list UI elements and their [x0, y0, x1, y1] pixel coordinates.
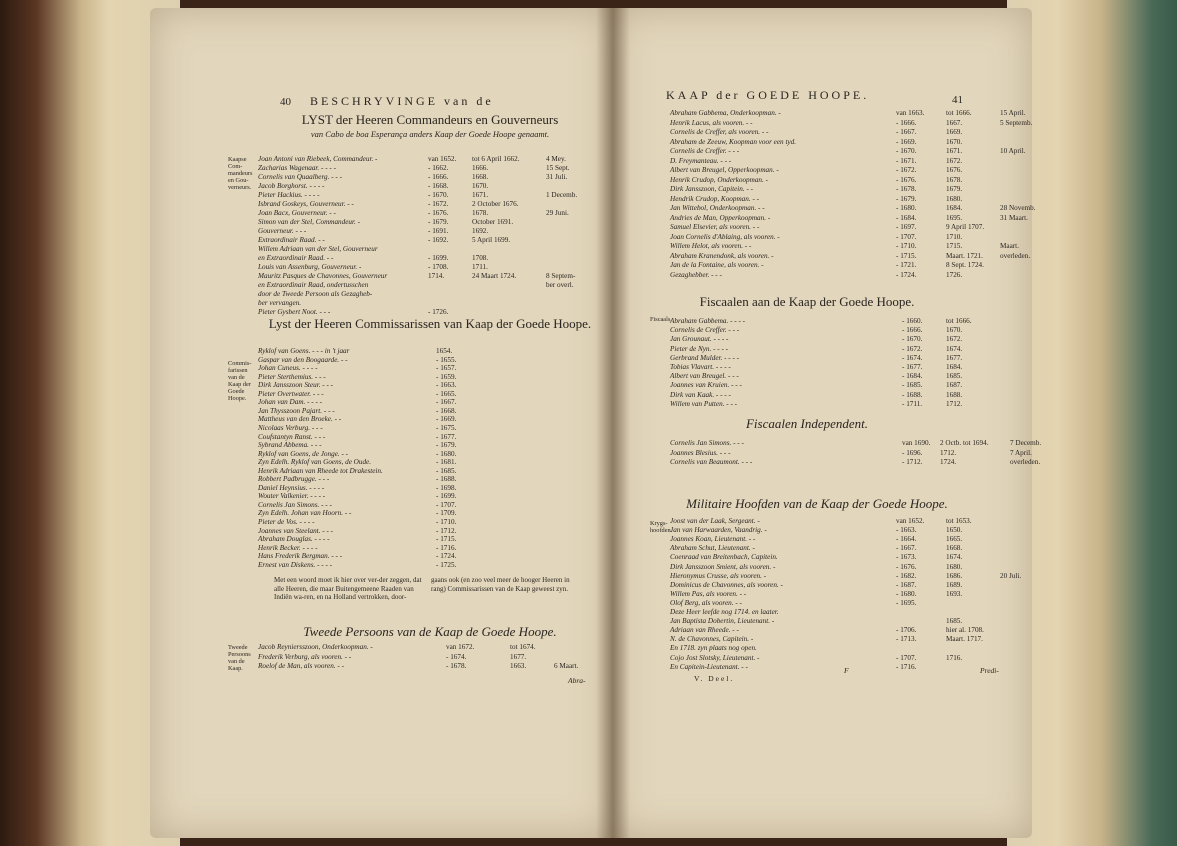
entry-date: 1670. [946, 137, 963, 146]
catchword-right: Predi- [980, 666, 999, 675]
entry-date: - 1677. [436, 432, 457, 441]
entry-date: - 1667. [436, 398, 457, 407]
entry-date: - 1716. [896, 662, 917, 671]
entry-name: Willem Pas, als vooren. - - [670, 589, 747, 598]
entry-name: Gaspar van den Boogaarde. - - [258, 355, 348, 364]
entry-name: Abraham Gabbema. - - - - [670, 317, 746, 325]
entry-name: Albert van Breugel. - - - [670, 372, 739, 381]
entry-date: 1677. [946, 353, 963, 362]
signature-volume: V. Deel. [694, 674, 735, 683]
entry-name: Henrik Becker. - - - - [258, 543, 318, 552]
entry-date: 1716. [946, 653, 963, 662]
entry-name: Dirk Jansszoon Smient, als vooren. - [670, 562, 776, 571]
entry-date: - 1707. [896, 653, 917, 662]
entry-date: - 1706. [896, 626, 917, 635]
entry-date: - 1676. [896, 175, 917, 184]
running-header-right: KAAP der GOEDE HOOPE. [666, 88, 870, 102]
entry-name: Abraham Schut, Lieutenant. - [670, 544, 755, 553]
entry-date: hier al. 1708. [946, 626, 984, 635]
entry-name: Jan Baptista Dobertin, Lieutenant. - [670, 617, 775, 626]
entry-date: - 1672. [896, 166, 917, 174]
entry-name: Joan Bacx, Gouverneur. - - [258, 209, 336, 217]
entry-date: 31 Juli. [546, 173, 568, 181]
entry-name: Hieronymus Crusse, als vooren. - [670, 571, 767, 580]
entry-date: - 1663. [436, 381, 457, 390]
entry-date: 1679. [946, 185, 963, 193]
entry-date: 1669. [946, 128, 963, 136]
entry-date: - 1716. [436, 543, 457, 552]
signature-mark: F [844, 666, 849, 675]
entry-date: - 1680. [896, 589, 917, 598]
entry-date: 1671. [472, 191, 489, 199]
entry-date: 1668. [472, 173, 489, 181]
entry-name: Gerbrand Mulder. - - - - [670, 353, 740, 362]
entry-name: Cornelis de Creffer, als vooren. - - [670, 128, 769, 136]
entry-date: - 1726. [428, 308, 449, 316]
entry-date: - 1674. [902, 353, 923, 362]
entry-name: En 1718. zyn plaats nog open. [670, 644, 757, 653]
entry-date: 1678. [472, 209, 489, 217]
entry-name: Frederik Verburg, als vooren. - - [258, 652, 352, 661]
book-edge-right [1007, 0, 1177, 846]
margin-note-krygshoofden: Krygs-hoofden. [650, 520, 673, 534]
entry-name: Abraham Douglas. - - - - [258, 535, 330, 544]
entry-name: Pieter Overtwater. - - - [258, 389, 324, 398]
entry-date: 1680. [946, 194, 963, 203]
entry-name: Willem Helot, als vooren. - - [670, 242, 752, 250]
entry-date: 9 April 1707. [946, 223, 985, 231]
entry-name: Willem van Putten. - - - [670, 399, 738, 408]
entry-name: Cornelis van Beaumont. - - - [670, 458, 753, 466]
entry-date: - 1675. [436, 423, 457, 432]
entry-date: 1686. [946, 571, 963, 580]
entry-name: door de Tweede Persoon als Gezagheb- [258, 290, 373, 298]
entry-date: - 1695. [896, 598, 917, 607]
entry-date: - 1662. [428, 164, 449, 172]
list-title-commandeurs: LYST der Heeren Commandeurs en Gouverneurs [301, 112, 559, 127]
entry-name: En Capitein-Lieutenant. - - [670, 662, 748, 671]
entry-name: Henrik Adriaan van Rheede tot Drakestein. [258, 466, 383, 475]
entry-date: 1674. [946, 553, 963, 562]
entry-name: Jan Wittebol, Onderkoopman. - - [670, 204, 765, 212]
entry-date: 4 Mey. [546, 155, 566, 163]
entry-date: - 1682. [896, 571, 917, 580]
entry-date: 2 Octb. tot 1694. [940, 439, 989, 447]
entry-name: Pieter de Vos. - - - - [258, 518, 315, 526]
margin-note-commandeurs: Kaapse Com-mandeurs en Gou-verneurs. [228, 156, 253, 191]
entry-name: Coufstantyn Ranst. - - - [258, 432, 326, 441]
entry-date: 1667. [946, 118, 963, 127]
entry-date: - 1709. [436, 509, 457, 518]
entry-date: - 1679. [436, 441, 457, 450]
entry-date: - 1676. [428, 209, 449, 217]
entry-name: Pieter Hackius. - - - - [258, 191, 320, 199]
entry-date: - 1666. [428, 173, 449, 181]
page-number-right: 41 [952, 94, 963, 106]
paragraph-right-column: gaans ook (en zoo veel meer de hooger Heeren in rang) Commissarissen van de Kaap geweest zyn. [431, 576, 570, 593]
entry-date: 1684. [946, 363, 963, 371]
entry-date: - 1680. [896, 204, 917, 212]
entry-date: - 1669. [436, 415, 457, 424]
entry-date: - 1713. [896, 635, 917, 644]
entry-name: Cornelis de Creffer. - - - [670, 147, 740, 155]
entry-date: Maart. [1000, 242, 1019, 250]
entry-name: Cornelis de Creffer. - - - [670, 326, 740, 335]
entry-name: Joannes van Steelant. - - - [258, 526, 334, 535]
entry-date: overleden. [1000, 251, 1031, 260]
entry-name: Samuel Elsevier, als vooren. - - [670, 223, 760, 231]
entry-name: Roelof de Man, als vooren. - - [258, 662, 344, 670]
entry-date: - 1679. [428, 218, 449, 226]
entry-date: - 1681. [436, 458, 457, 467]
page-number-left: 40 [280, 96, 291, 108]
entry-date: tot 1666. [946, 317, 972, 325]
entry-date: - 1669. [896, 137, 917, 146]
entry-date: - 1696. [902, 448, 923, 457]
entry-date: - 1678. [446, 662, 467, 670]
entry-name: Albert van Breugel, Opperkoopman. - [670, 166, 779, 174]
entry-name: Nicolaas Verburg. - - - [258, 423, 323, 432]
entry-name: Sybrand Abbema. - - - [258, 441, 322, 450]
entry-date: - 1715. [436, 535, 457, 544]
entry-date: - 1715. [896, 251, 917, 260]
margin-note-fiscaals: Fiscaals. [650, 316, 672, 323]
entry-name: Joan Antoni van Riebeek, Commandeur. - [258, 155, 378, 163]
entry-date: 1684. [946, 204, 963, 212]
entry-date: 1670. [946, 326, 963, 335]
entry-date: van 1652. [428, 155, 457, 163]
entry-date: - 1671. [896, 156, 917, 165]
entry-name: Abraham de Zeeuw, Koopman voor een tyd. [670, 137, 797, 146]
list-subtitle: van Cabo de boa Esperança anders Kaap der Goede Hoope genaamt. [310, 129, 550, 139]
entry-name: Dominicus de Chavonnes, als vooren. - [670, 580, 783, 589]
entry-date: 1670. [472, 182, 489, 190]
entry-date: 1712. [940, 448, 957, 457]
entry-date: 20 Juli. [1000, 571, 1022, 580]
entry-date: - 1664. [896, 535, 917, 544]
entry-name: Coenraad van Breitenbach, Capitein. [670, 553, 778, 562]
entry-name: Cornelis Jan Simons. - - - [670, 439, 744, 447]
entry-name: Ryklof van Goens. - - - in 't jaar [258, 347, 350, 355]
entry-name: Andries de Man, Opperkoopman. - [670, 213, 771, 222]
entry-date: 1672. [946, 156, 963, 165]
paragraph-left-column: Met een woord moet ik hier over ver-der zeggen, dat alle Heeren, die maar Buitengemeene Raaden van Indiën wa-ren, en na Holland vertrokken, door- [274, 576, 422, 601]
entry-date: - 1688. [436, 475, 457, 484]
entry-date: - 1655. [436, 355, 457, 364]
entry-date: - 1712. [436, 526, 457, 535]
entry-date: tot 1674. [510, 643, 536, 651]
entry-date: 1726. [946, 270, 963, 279]
entry-date: - 1724. [896, 270, 917, 279]
entry-name: Johan van Dam. - - - - [258, 398, 323, 407]
entry-name: Mauritz Pasques de Chavonnes, Gouverneur [258, 272, 388, 280]
entry-date: 6 Maart. [554, 662, 579, 670]
catchword-left: Abra- [568, 676, 586, 685]
margin-note-commissarissen: Commis-farissen van de Kaap der Goede Hoope. [228, 360, 252, 402]
list-title-fiscaalen-independent: Fiscaalen Independent. [745, 416, 868, 431]
entry-date: - 1670. [902, 335, 923, 344]
entry-date: 1712. [946, 399, 963, 408]
entry-date: - 1698. [436, 483, 457, 492]
entry-date: 5 April 1699. [472, 236, 511, 244]
entry-date: - 1680. [436, 449, 457, 458]
entry-date: - 1679. [896, 194, 917, 203]
entry-date: 15 Sept. [546, 164, 570, 172]
entry-name: Robbert Padbrugge. - - - [258, 475, 330, 484]
entry-name: Joannes van Kruien. - - - [670, 381, 742, 390]
entry-name: Zyn Edelh. Ryklof van Goens, de Oude. [258, 458, 372, 467]
entry-date: 2 October 1676. [472, 200, 519, 208]
entry-date: - 1667. [896, 128, 917, 136]
entry-name: Jan de la Fontaine, als vooren. - [670, 261, 764, 269]
entry-date: 1711. [472, 263, 488, 271]
entry-date: 1715. [946, 242, 963, 250]
entry-date: October 1691. [472, 218, 514, 226]
entry-date: 1678. [946, 175, 963, 184]
entry-date: van 1690. [902, 439, 931, 447]
entry-date: 29 Juni. [546, 209, 569, 217]
entry-date: - 1673. [896, 553, 917, 562]
entry-date: - 1691. [428, 227, 449, 235]
entry-name: Wouter Valkenier. - - - - [258, 492, 326, 501]
entry-date: - 1676. [896, 562, 917, 571]
entry-date: 1714. [428, 272, 445, 280]
entry-date: - 1677. [902, 363, 923, 371]
entry-name: Hendrik Crudop, Koopman. - - [670, 194, 760, 203]
entry-date: 1693. [946, 589, 963, 598]
entry-date: - 1725. [436, 560, 457, 569]
right-page [612, 8, 1042, 838]
entry-date: - 1663. [896, 526, 917, 535]
entry-date: 10 April. [1000, 147, 1026, 155]
entry-date: - 1724. [436, 552, 457, 561]
entry-date: - 1684. [902, 372, 923, 381]
entry-name: Abraham Kranendonk, als vooren. - [670, 251, 774, 260]
entry-date: - 1692. [428, 236, 449, 244]
running-header-left: BESCHRYVINGE van de [310, 94, 494, 108]
entry-date: - 1707. [436, 500, 457, 509]
entry-date: 1676. [946, 166, 963, 174]
entry-date: 24 Maart 1724. [472, 272, 517, 280]
entry-name: Deze Heer leefde nog 1714. en laater. [670, 608, 779, 616]
entry-name: N. de Chavonnes, Capitein. - [670, 635, 754, 644]
entry-date: 31 Maart. [1000, 213, 1028, 222]
entry-name: Simon van der Stel, Commandeur. - [258, 218, 361, 226]
entry-date: - 1688. [902, 390, 923, 399]
margin-note-tweede-persoons: Tweede Persoons van de Kaap. [228, 644, 251, 672]
entry-date: 1685. [946, 372, 963, 381]
entry-date: - 1674. [446, 652, 467, 661]
entry-date: - 1668. [436, 406, 457, 415]
entry-date: 1668. [946, 544, 963, 553]
entry-date: 1677. [510, 652, 527, 661]
entry-name: Dirk Jansszoon, Capitein. - - [670, 185, 754, 193]
entry-name: Jan Grounaut. - - - - [670, 335, 729, 344]
entry-date: - 1699. [436, 492, 457, 501]
entry-date: 1688. [946, 390, 963, 399]
entry-name: Johan Cuneus. - - - - [258, 364, 318, 373]
entry-name: Tobias Vlavart. - - - - [670, 363, 731, 371]
entry-date: 1685. [946, 617, 963, 626]
entry-name: en Extraordinair Raad, ondertusschen [258, 281, 369, 289]
entry-date: 1672. [946, 335, 963, 344]
entry-date: ber overl. [546, 281, 574, 289]
left-page [150, 8, 612, 838]
entry-date: 7 April. [1010, 448, 1032, 457]
entry-date: tot 1666. [946, 109, 972, 117]
entry-name: Zacharias Wagenaar. - - - - [258, 164, 336, 172]
entry-date: 1692. [472, 227, 489, 235]
entry-name: Olof Berg, als vooren. - - [670, 598, 742, 607]
entry-date: 1665. [946, 535, 963, 544]
entry-date: - 1708. [428, 263, 449, 271]
entry-date: - 1685. [436, 466, 457, 475]
entry-date: - 1687. [896, 580, 917, 589]
entry-name: Henrik Lacus, als vooren. - - [670, 118, 753, 127]
entry-date: overleden. [1010, 458, 1041, 466]
entry-name: Hans Frederik Bergman. - - - [258, 552, 343, 561]
entry-name: ber vervangen. [258, 299, 302, 307]
book-gutter [596, 8, 630, 838]
entry-name: Jan van Harwaarden, Vaandrig. - [670, 526, 767, 535]
entry-date: - 1668. [428, 182, 449, 190]
entry-date: 1687. [946, 381, 963, 390]
entry-name: Jacob Borghorst. - - - - [258, 182, 325, 190]
entry-name: Cornelis Jan Simons. - - - [258, 500, 332, 509]
entry-date: 7 Decemb. [1010, 439, 1042, 447]
entry-name: Gouverneur. - - - [258, 227, 307, 235]
entry-name: Zyn Edelh. Johan van Hoorn. - - [258, 509, 352, 518]
entry-date: - 1659. [436, 372, 457, 381]
entry-name: Abraham Gabbema, Onderkoopman. - [670, 109, 781, 117]
entry-date: - 1710. [896, 242, 917, 250]
entry-date: van 1652. [896, 517, 925, 525]
entry-name: Joannes Koan, Lieutenant. - - [670, 535, 756, 544]
entry-date: van 1672. [446, 643, 475, 651]
entry-date: 1654. [436, 347, 453, 355]
entry-date: - 1666. [896, 118, 917, 127]
entry-name: D. Freymanteau. - - - [670, 156, 732, 165]
entry-date: - 1665. [436, 389, 457, 398]
entry-date: - 1721. [896, 261, 917, 269]
entry-date: - 1670. [896, 147, 917, 155]
entry-date: - 1712. [902, 458, 923, 466]
entry-name: en Extraordinair Raad. - - [258, 254, 334, 262]
entry-name: Willem Adriaan van der Stel, Gouverneur [258, 245, 378, 253]
entry-name: Daniel Heynsius. - - - - [258, 483, 325, 492]
entry-date: 1671. [946, 147, 963, 155]
entry-name: Ernest van Diskens. - - - - [258, 560, 333, 569]
entry-date: - 1678. [896, 185, 917, 193]
entry-name: Joan Cornelis d'Ablaing, als vooren. - [670, 232, 780, 241]
entry-date: 1724. [940, 458, 957, 466]
entry-date: 28 Novemb. [1000, 204, 1036, 212]
list-title-tweede-persoons: Tweede Persoons van de Kaap de Goede Hoope. [303, 624, 557, 639]
entry-name: Joost van der Laak, Sergeant. - [670, 517, 760, 525]
entry-date: 1666. [472, 164, 489, 172]
entry-date: - 1707. [896, 232, 917, 241]
list-title-fiscaalen: Fiscaalen aan de Kaap der Goede Hoope. [699, 294, 915, 309]
entry-date: - 1660. [902, 317, 923, 325]
entry-name: Dirk van Kaak. - - - - [670, 390, 731, 399]
entry-name: Pieter Gysbert Noot. - - - [258, 308, 331, 316]
entry-name: Adriaan van Rheede. - - [670, 626, 739, 635]
entry-name: Cornelis van Quaalberg. - - - [258, 173, 342, 181]
entry-date: - 1672. [428, 200, 449, 208]
entry-date: Maart. 1721. [946, 251, 983, 260]
entry-date: 1650. [946, 526, 963, 535]
entry-date: - 1666. [902, 326, 923, 335]
entry-name: Pieter de Nyn. - - - - [670, 344, 729, 353]
entry-date: 1695. [946, 213, 963, 222]
entry-name: Jacob Reyniersszoon, Onderkoopman. - [258, 643, 373, 651]
entry-date: 8 Septem- [546, 272, 576, 280]
entry-date: - 1667. [896, 544, 917, 553]
entry-date: 8 Sept. 1724. [946, 261, 984, 269]
entry-date: Maart. 1717. [946, 635, 983, 644]
list-title-commissarissen: Lyst der Heeren Commissarissen van Kaap der Goede Hoope. [268, 316, 592, 331]
entry-date: 1663. [510, 662, 527, 670]
entry-date: 1708. [472, 254, 489, 262]
entry-date: 1689. [946, 580, 963, 589]
entry-name: Cojo Jost Slotsky, Lieutenant. - [670, 653, 760, 662]
entry-name: Jan Thysszoon Pajart. - - - [258, 406, 335, 415]
entry-date: - 1657. [436, 364, 457, 373]
entry-date: 1680. [946, 562, 963, 571]
entry-name: Mattheus van den Broeke. - - [258, 415, 342, 424]
entry-date: - 1711. [902, 399, 923, 408]
entry-date: 1710. [946, 232, 963, 241]
entry-name: Gezaghebber. - - - [670, 270, 722, 279]
entry-date: - 1684. [896, 213, 917, 222]
entry-date: 1674. [946, 344, 963, 353]
entry-date: 15 April. [1000, 109, 1026, 117]
entry-date: tot 6 April 1662. [472, 155, 520, 163]
entry-date: - 1685. [902, 381, 923, 390]
entry-date: - 1697. [896, 223, 917, 231]
entry-name: Dirk Jansszoon Steur. - - - [258, 381, 334, 390]
entry-date: 5 Septemb. [1000, 118, 1033, 127]
entry-date: van 1663. [896, 109, 925, 117]
entry-date: - 1699. [428, 254, 449, 262]
entry-date: - 1710. [436, 518, 457, 526]
entry-name: Extraordinair Raad. - - [258, 236, 325, 244]
entry-date: - 1672. [902, 344, 923, 353]
entry-name: Isbrand Goskeys, Gouverneur. - - [258, 200, 354, 208]
entry-name: Ryklof van Goens, de Jonge. - - [258, 449, 349, 458]
entry-date: tot 1653. [946, 517, 972, 525]
list-title-militaire-hoofden: Militaire Hoofden van de Kaap der Goede Hoope. [686, 496, 948, 511]
entry-name: Joannes Blesius. - - - [670, 448, 731, 457]
entry-name: Louis van Assenburg, Gouverneur. - [258, 263, 362, 271]
entry-date: 1 Decemb. [546, 191, 578, 199]
entry-name: Henrik Crudop, Onderkoopman. - [670, 175, 769, 184]
entry-name: Pieter Sterthemius. - - - [258, 372, 326, 381]
entry-date: - 1670. [428, 191, 449, 199]
